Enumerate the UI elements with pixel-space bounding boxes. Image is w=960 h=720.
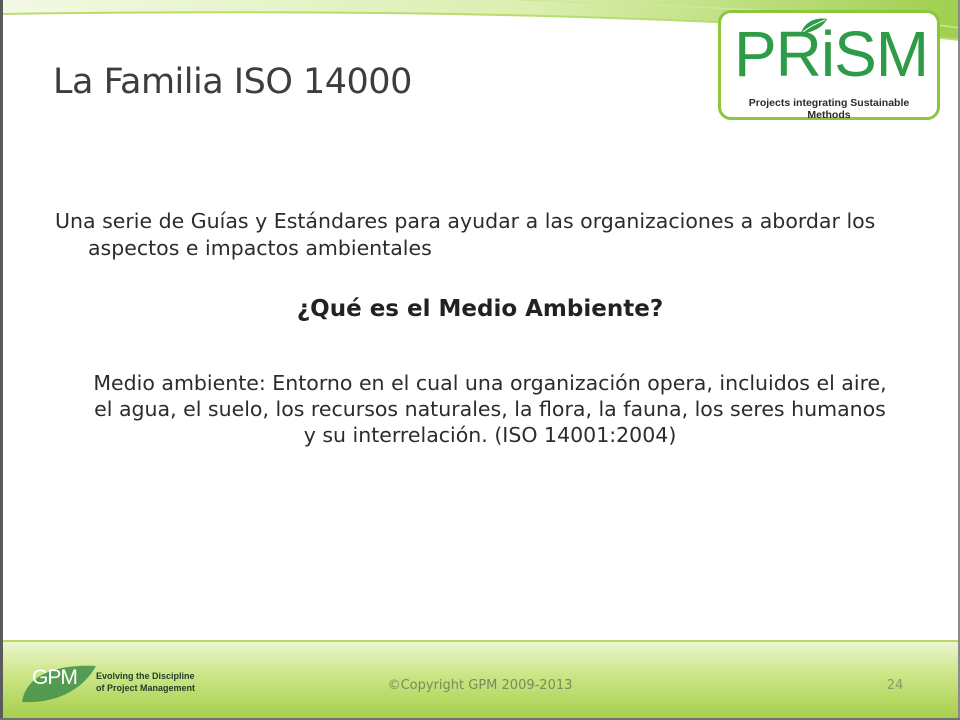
- body-paragraph: Una serie de Guías y Estándares para ayudar a las organizaciones a abordar los aspectos e impactos ambientales: [55, 209, 876, 260]
- frame-left-edge: [0, 0, 3, 720]
- definition-paragraph: Medio ambiente: Entorno en el cual una organización opera, incluidos el aire, el agua, el suelo, los recursos naturales, la flora, la fauna, los seres humanos y su interrelación. (ISO 14001:2004): [93, 371, 887, 447]
- gpm-tagline-line2: of Project Management: [96, 683, 196, 693]
- section-heading: ¿Qué es el Medio Ambiente?: [296, 296, 664, 322]
- gpm-logo-text: GPM: [32, 666, 77, 689]
- slide-footer: [0, 640, 960, 718]
- copyright-text: ©Copyright GPM 2009-2013: [387, 678, 573, 693]
- footer-divider: [0, 640, 960, 642]
- prism-logo: [718, 10, 940, 120]
- logo-wordmark: PRiSM: [733, 18, 929, 90]
- gpm-tagline: [96, 670, 195, 694]
- gpm-tagline-line1: Evolving the Discipline: [96, 671, 195, 681]
- slide-title: La Familia ISO 14000: [53, 62, 412, 102]
- logo-tagline: Projects integrating Sustainable Methods: [748, 97, 910, 121]
- page-number: 24: [886, 678, 904, 693]
